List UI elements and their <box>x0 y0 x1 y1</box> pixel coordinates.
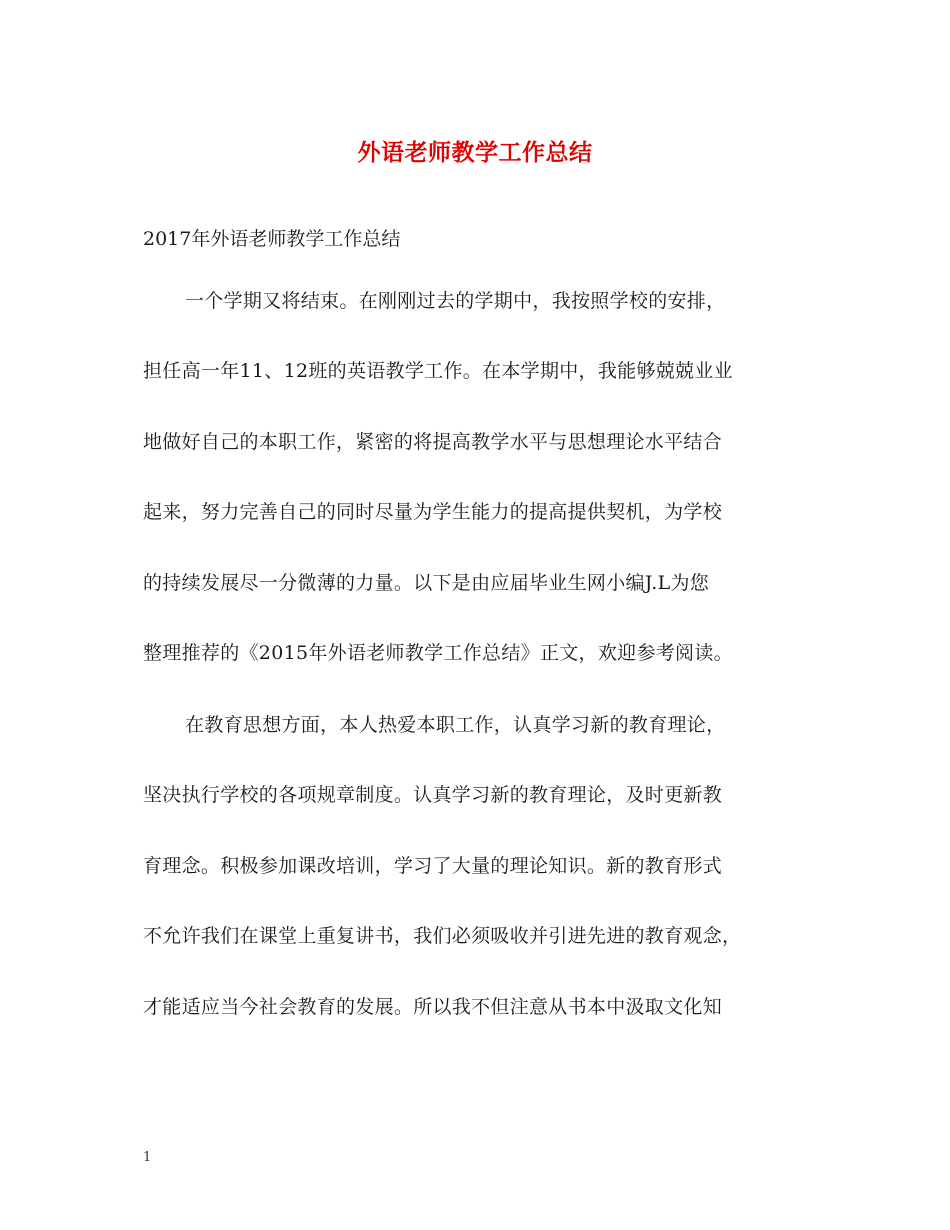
paragraph-1-line-5: 的持续发展尽一分微薄的力量。以下是由应届毕业生网小编J.L为您 <box>143 572 710 594</box>
paragraph-2-line-4: 不允许我们在课堂上重复讲书，我们必须吸收并引进先进的教育观念， <box>143 925 742 947</box>
paragraph-2-line-2: 坚决执行学校的各项规章制度。认真学习新的教育理论，及时更新教 <box>143 784 723 806</box>
paragraph-2-line-5: 才能适应当今社会教育的发展。所以我不但注意从书本中汲取文化知 <box>143 996 723 1018</box>
paragraph-1-line-3: 地做好自己的本职工作，紧密的将提高教学水平与思想理论水平结合 <box>143 431 723 453</box>
document-title: 外语老师教学工作总结 <box>357 139 593 166</box>
document-subtitle: 2017年外语老师教学工作总结 <box>143 228 401 250</box>
paragraph-2-line-3: 育理念。积极参加课改培训，学习了大量的理论知识。新的教育形式 <box>143 855 723 877</box>
paragraph-1-line-2: 担任高一年11、12班的英语教学工作。在本学期中，我能够兢兢业业 <box>143 360 733 382</box>
paragraph-2-line-1: 在教育思想方面，本人热爱本职工作，认真学习新的教育理论， <box>185 714 726 736</box>
paragraph-1-line-6: 整理推荐的《2015年外语老师教学工作总结》正文，欢迎参考阅读。 <box>143 642 733 664</box>
page-number: 1 <box>143 1150 152 1165</box>
paragraph-1-line-4: 起来，努力完善自己的同时尽量为学生能力的提高提供契机，为学校 <box>143 501 723 523</box>
paragraph-1-line-1: 一个学期又将结束。在刚刚过去的学期中，我按照学校的安排， <box>185 290 726 312</box>
